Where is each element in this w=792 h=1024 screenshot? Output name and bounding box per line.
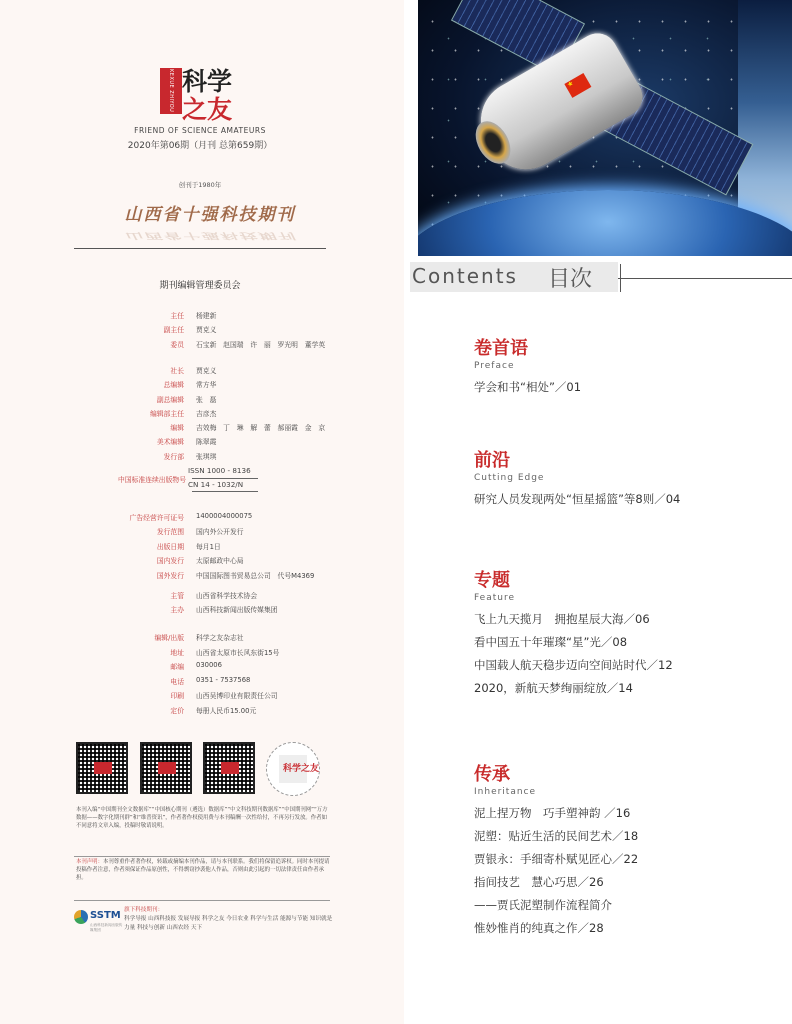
committee-row [70, 555, 390, 565]
committee-row [70, 451, 390, 461]
committee-row [70, 310, 390, 320]
committee-row [70, 590, 390, 600]
committee-value: 张 磊 [196, 395, 217, 404]
issue-number: 2020年第06期（月刊 总第659期） [127, 141, 273, 151]
committee-row [70, 570, 390, 580]
committee-value: 每册人民币15.00元 [196, 707, 257, 715]
committee-value: 陈翠霞 [196, 438, 217, 447]
committee-role: 委员 [170, 340, 184, 349]
committee-value: 山西省太原市长风东街15号 [196, 648, 280, 657]
article-link[interactable]: 研究人员发现两处“恒星摇篮”等8则／04 [474, 492, 681, 506]
honor-reflection: 山西省十强科技期刊 [124, 230, 296, 241]
copyright-text: 本刊尊重作者著作权，转载或摘编本刊作品，请与本刊联系。我们将保留追诉权。同时本刊提请投稿作者注意，作者须保证作品原创性，不得剽窃抄袭他人作品，否则由此引起的一切法律责任由作者承担。 [76, 859, 330, 881]
committee-value: 常方华 [196, 381, 217, 390]
article-link[interactable]: 贾银永：手细寄朴赋见匠心／22 [474, 852, 639, 866]
space-station-photo [418, 0, 792, 256]
logo-pinyin: KEXUE ZHIYOU [160, 68, 182, 114]
contents-header-en: Contents [412, 264, 518, 288]
committee-value: 1400004000075 [196, 512, 253, 520]
committee-value: 贾克义 [196, 326, 217, 335]
article-link[interactable]: 惟妙惟肖的纯真之作／28 [474, 921, 604, 935]
committee-role: 总编辑 [163, 381, 184, 390]
notice-divider [74, 856, 330, 857]
contents-rule-tick [620, 264, 621, 292]
committee-role: 邮编 [170, 663, 184, 672]
qr-codes [76, 742, 328, 796]
sstm-journals-list: 科学导报 山西科技报 发展导报 科学之友 今日农业 科学与生活 能源与节能 知识就是力量 科技与创新 山西农经 天下 [124, 916, 333, 931]
committee-role: 副总编辑 [156, 395, 184, 404]
contents-section [474, 570, 792, 700]
committee-role: 编辑部主任 [150, 409, 184, 418]
committee-role: 发行部 [163, 452, 184, 461]
issn-label: 中国标准连续出版物号 [118, 476, 186, 484]
contents-rule [618, 278, 792, 279]
committee-value: 吉彦杰 [196, 409, 217, 418]
qr-code-icon[interactable] [203, 742, 255, 794]
committee-row [70, 676, 390, 686]
committee-role: 地址 [170, 648, 184, 657]
founded-year: 创刊于1980年 [178, 181, 222, 189]
article-link[interactable]: 泥塑：贴近生活的民间艺术／18 [474, 829, 639, 843]
article-link[interactable]: 指间技艺 慧心巧思／26 [474, 875, 604, 889]
copyright-notice [76, 858, 330, 882]
committee-value: 山西省科学技术协会 [196, 592, 258, 600]
committee-value: 太原邮政中心局 [196, 557, 244, 566]
contents-header-cn: 目次 [548, 267, 593, 292]
section-subtitle: Preface [474, 361, 515, 371]
committee-role: 主管 [170, 592, 184, 600]
committee-row [70, 422, 390, 432]
committee-row [70, 379, 390, 389]
committee-role: 主办 [170, 606, 184, 615]
article-link[interactable]: 看中国五十年璀璨“星”光／08 [474, 635, 628, 649]
magazine-logo [160, 62, 236, 124]
committee-role: 编辑 [170, 424, 184, 433]
committee-role: 定价 [170, 707, 184, 715]
section-subtitle: Cutting Edge [474, 473, 545, 483]
sstm-logo [74, 906, 124, 932]
contents-section [474, 338, 792, 399]
committee-row [70, 632, 390, 642]
cn-underline [192, 491, 258, 492]
committee-row [70, 647, 390, 657]
committee-row [70, 705, 390, 715]
section-title: 卷首语 [474, 338, 528, 359]
mini-program-code-icon[interactable] [266, 742, 320, 796]
qr-code-icon[interactable] [140, 742, 192, 794]
committee-role: 发行范围 [156, 528, 184, 537]
committee-row [70, 408, 390, 418]
mini-program-label: 科学之友 [283, 764, 320, 774]
notice-divider-2 [74, 900, 330, 901]
article-link[interactable]: ——贾氏泥塑制作流程简介 [474, 898, 612, 912]
qr-code-icon[interactable] [76, 742, 128, 794]
committee-row [70, 526, 390, 536]
committee-value: 中国国际图书贸易总公司 代号M4369 [196, 571, 315, 580]
committee-role: 国内发行 [156, 557, 184, 566]
committee-value: 吉效梅 丁 琳 解 蕾 郝丽霞 金 京 [196, 424, 326, 433]
committee-value: 科学之友杂志社 [196, 634, 244, 642]
china-flag-icon [564, 73, 591, 98]
committee-value: 张琪琪 [196, 452, 217, 461]
committee-row [70, 512, 390, 522]
logo-title-bottom: 之友 [182, 95, 233, 124]
article-link[interactable]: 泥上捏万物 巧手塑神韵 ／16 [474, 806, 631, 820]
sstm-journals [124, 906, 334, 933]
committee-row [70, 436, 390, 446]
committee-row [70, 541, 390, 551]
committee-value: 杨建新 [196, 312, 217, 320]
section-subtitle: Inheritance [474, 787, 537, 797]
committee-row [70, 365, 390, 375]
article-link[interactable]: 飞上九天揽月 拥抱星辰大海／06 [474, 612, 650, 626]
committee-row [70, 661, 390, 671]
contents-header [410, 262, 618, 292]
committee-role: 社长 [170, 366, 184, 375]
committee-role: 编辑/出版 [154, 634, 184, 642]
copyright-label: 本刊声明： [76, 859, 103, 865]
issn-number: ISSN 1000 - 8136 [188, 466, 251, 475]
committee-row [70, 324, 390, 334]
sstm-journals-label: 旗下科技期刊： [124, 907, 164, 913]
sstm-brand: SSTM [90, 910, 121, 921]
section-title: 传承 [474, 764, 510, 785]
section-subtitle: Feature [474, 593, 516, 603]
contents-section [474, 764, 792, 940]
committee-value: 山西科技新闻出版传媒集团 [196, 606, 278, 615]
committee-row [70, 604, 390, 614]
committee-title: 期刊编辑管理委员会 [159, 281, 241, 291]
article-link[interactable]: 中国载人航天稳步迈向空间站时代／12 [474, 658, 673, 672]
committee-role: 印刷 [170, 692, 184, 701]
honor-title: 山西省十强科技期刊 [124, 205, 296, 225]
committee-value: 石宝新 赵国瑞 许 丽 罗光明 董学英 [196, 340, 326, 349]
committee-value: 每月1日 [196, 542, 221, 551]
section-title: 前沿 [474, 450, 510, 471]
sstm-subtitle: 山西科技新闻出版传媒集团 [90, 923, 123, 932]
issn-underline [192, 478, 258, 479]
contents-section [474, 450, 792, 511]
committee-row [70, 394, 390, 404]
committee-role: 广告经营许可证号 [129, 514, 184, 522]
contents-column [412, 0, 792, 1024]
committee-value: 贾克义 [196, 366, 217, 375]
masthead-divider [74, 248, 326, 249]
committee-role: 电话 [170, 677, 184, 686]
gutter [404, 0, 418, 1024]
committee-value: 国内外公开发行 [196, 528, 244, 537]
cn-number: CN 14 - 1032/N [188, 480, 244, 489]
english-title: FRIEND OF SCIENCE AMATEURS [134, 126, 266, 135]
committee-value: 030006 [196, 661, 222, 670]
committee-row [70, 339, 390, 349]
committee-value: 山西吴博印业有限责任公司 [196, 692, 278, 701]
committee-role: 主任 [170, 312, 184, 320]
database-notice: 本刊入编“中国期刊全文数据库”“中国核心期刊（遴选）数据库”“中文科技期刊数据库”“中国期刊网”“万方数据——数字化期刊群”和“维普资讯”，作者著作权使用费与本刊稿酬一次性给付，不再另行发放。作者如不同意将文章入编，投稿时敬请说明。 [76, 807, 328, 829]
committee-role: 副主任 [163, 326, 184, 335]
section-title: 专题 [474, 570, 510, 591]
logo-title-top: 科学 [182, 67, 233, 96]
committee-role: 国外发行 [156, 571, 184, 580]
committee-row [70, 690, 390, 700]
article-link[interactable]: 学会和书“相处”／01 [474, 380, 582, 394]
article-link[interactable]: 2020，新航天梦绚丽绽放／14 [474, 681, 633, 695]
committee-role: 美术编辑 [156, 438, 184, 447]
committee-value: 0351 - 7537568 [196, 675, 251, 684]
sstm-logo-icon [74, 910, 88, 924]
committee-role: 出版日期 [156, 542, 184, 551]
